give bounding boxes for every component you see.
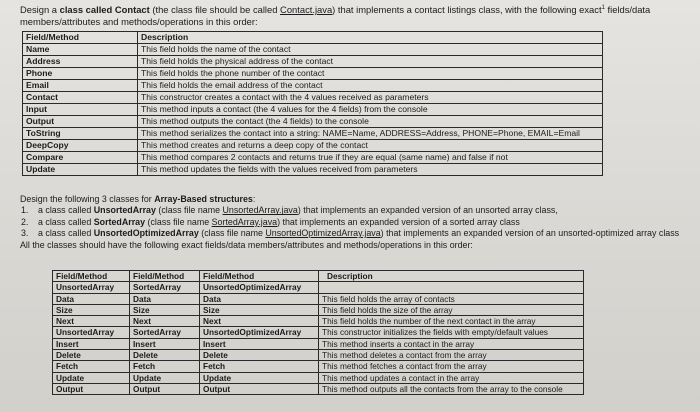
heading-text: Design the following 3 classes for — [20, 194, 155, 204]
optimized-cell: Update — [200, 372, 319, 383]
sorted-cell: Output — [130, 383, 200, 394]
unsorted-cell: Next — [53, 316, 130, 327]
table-row — [53, 327, 584, 338]
intro-class-name: class called Contact — [59, 4, 150, 16]
field-name-cell: Phone — [23, 68, 138, 80]
sorted-cell: Update — [130, 372, 200, 383]
column-header: Field/Method — [200, 271, 319, 282]
class-subheader: UnsortedOptimizedArray — [200, 282, 319, 293]
item-class-name: UnsortedArray — [93, 205, 156, 216]
item-text: a class called — [38, 228, 94, 239]
unsorted-cell: Size — [53, 304, 130, 315]
empty-cell — [319, 282, 584, 293]
intro-text-1: Design a — [20, 4, 60, 16]
list-number: 3. — [21, 228, 29, 239]
optimized-cell: Data — [200, 293, 319, 304]
field-name-cell: Input — [23, 104, 138, 116]
unsorted-cell: Delete — [53, 350, 130, 361]
contact-fields-table — [22, 31, 603, 176]
description-cell: This method fetches a contact from the array — [319, 361, 584, 372]
table-row — [23, 140, 603, 152]
table-row — [23, 104, 603, 116]
table-header-row — [53, 271, 584, 282]
intro-footnote-mark: 1 — [601, 5, 605, 11]
optimized-cell: UnsortedOptimizedArray — [200, 327, 319, 338]
heading-colon: : — [252, 194, 256, 204]
sorted-cell: SortedArray — [130, 327, 200, 338]
description-cell: This method updates a contact in the array — [319, 372, 584, 383]
section-heading — [20, 194, 685, 205]
description-cell: This method deletes a contact from the array — [319, 350, 584, 361]
item-file-name: UnsortedOptimizedArray.java — [265, 228, 381, 239]
description-cell: This field holds the number of the next contact in the array — [319, 316, 584, 327]
table-row — [53, 361, 584, 372]
array-methods-table — [52, 270, 584, 395]
table-row — [53, 350, 584, 361]
optimized-cell: Size — [200, 304, 319, 315]
table-row — [23, 152, 603, 164]
sorted-cell: Delete — [130, 350, 200, 361]
sorted-cell: Next — [130, 316, 200, 327]
list-number: 2. — [21, 216, 29, 227]
array-classes-section — [20, 194, 685, 251]
table-row — [53, 293, 584, 304]
table-header-row — [23, 32, 603, 44]
column-header: Field/Method — [23, 32, 138, 44]
intro-line-2: members/attributes and methods/operations in this order: — [20, 16, 258, 28]
description-cell: This method outputs all the contacts from the array to the console — [319, 383, 584, 394]
field-name-cell: Contact — [23, 92, 138, 104]
table-row — [23, 164, 603, 176]
unsorted-cell: UnsortedArray — [53, 327, 130, 338]
unsorted-cell: Output — [53, 383, 130, 394]
sorted-cell: Fetch — [130, 361, 200, 372]
description-cell: This field holds the physical address of the contact — [138, 56, 603, 68]
item-file-name: UnsortedArray.java — [222, 205, 298, 216]
list-number: 1. — [21, 205, 29, 216]
list-item — [21, 205, 685, 216]
description-cell: This method compares 2 contacts and returns true if they are equal (same name) and false if not — [138, 152, 603, 164]
item-text: ) that implements an expanded version of a sorted array class — [277, 216, 520, 227]
class-subheader: SortedArray — [130, 282, 200, 293]
field-name-cell: Email — [23, 80, 138, 92]
table-row — [23, 80, 603, 92]
list-item — [21, 216, 685, 228]
intro-file-name: Contact.java — [280, 4, 333, 16]
item-class-name: UnsortedOptimizedArray — [93, 228, 199, 239]
table-row — [53, 383, 584, 394]
item-text: a class called — [38, 205, 94, 216]
field-name-cell: Compare — [23, 152, 138, 164]
all-classes-line: All the classes should have the following exact fields/data members/attributes and methods/operations in this order: — [20, 239, 473, 250]
class-subheader: UnsortedArray — [53, 282, 130, 293]
optimized-cell: Next — [200, 316, 319, 327]
item-text: ) that implements an expanded version of an unsorted array class, — [297, 205, 558, 216]
column-header: Description — [138, 32, 603, 44]
unsorted-cell: Data — [53, 293, 130, 304]
item-text: (class file name — [155, 205, 223, 216]
description-cell: This method inserts a contact in the array — [319, 338, 584, 349]
unsorted-cell: Insert — [53, 338, 130, 349]
column-header: Description — [319, 271, 584, 282]
description-cell: This method serializes the contact into a string: NAME=Name, ADDRESS=Address, PHONE=Phone, EMAIL=Email — [138, 128, 603, 140]
description-cell: This method creates and returns a deep copy of the contact — [138, 140, 603, 152]
optimized-cell: Delete — [200, 350, 319, 361]
table-row — [53, 304, 584, 315]
intro-text-5: ) that implements a contact listings class, with the following exact — [332, 4, 602, 16]
field-name-cell: DeepCopy — [23, 140, 138, 152]
table-row — [23, 128, 603, 140]
description-cell: This constructor initializes the fields with empty/default values — [319, 327, 584, 338]
description-cell: This method inputs a contact (the 4 values for the 4 fields) from the console — [138, 104, 603, 116]
optimized-cell: Output — [200, 383, 319, 394]
table-row — [23, 116, 603, 128]
field-name-cell: Output — [23, 116, 138, 128]
unsorted-cell: Fetch — [53, 361, 130, 372]
table-subheader-row — [53, 282, 584, 293]
column-header: Field/Method — [53, 271, 130, 282]
item-file-name: SortedArray.java — [211, 216, 278, 227]
table-row — [53, 338, 584, 349]
description-cell: This field holds the name of the contact — [138, 44, 603, 56]
sorted-cell: Data — [130, 293, 200, 304]
intro-paragraph — [20, 2, 690, 28]
table-row — [23, 92, 603, 104]
list-item — [21, 228, 685, 239]
class-list — [20, 205, 685, 239]
item-class-name: SortedArray — [93, 216, 146, 227]
description-cell: This field holds the size of the array — [319, 304, 584, 315]
heading-bold: Array-Based structures — [154, 194, 253, 204]
item-text: a class called — [38, 216, 94, 227]
table-row — [23, 44, 603, 56]
unsorted-cell: Update — [53, 372, 130, 383]
item-text: (class file name — [145, 216, 212, 227]
table-row — [53, 316, 584, 327]
optimized-cell: Insert — [200, 338, 319, 349]
field-name-cell: Update — [23, 164, 138, 176]
field-name-cell: Address — [23, 56, 138, 68]
table-row — [53, 372, 584, 383]
description-cell: This method outputs the contact (the 4 fields) to the console — [138, 116, 603, 128]
description-cell: This field holds the array of contacts — [319, 293, 584, 304]
field-name-cell: ToString — [23, 128, 138, 140]
optimized-cell: Fetch — [200, 361, 319, 372]
intro-text-6: fields/data — [604, 4, 651, 16]
sorted-cell: Insert — [130, 338, 200, 349]
description-cell: This method updates the fields with the values received from parameters — [138, 164, 603, 176]
description-cell: This constructor creates a contact with the 4 values received as parameters — [138, 92, 603, 104]
table-row — [23, 68, 603, 80]
column-header: Field/Method — [130, 271, 200, 282]
field-name-cell: Name — [23, 44, 138, 56]
table-row — [23, 56, 603, 68]
item-text: (class file name — [198, 228, 266, 239]
description-cell: This field holds the email address of the contact — [138, 80, 603, 92]
sorted-cell: Size — [130, 304, 200, 315]
description-cell: This field holds the phone number of the contact — [138, 68, 603, 80]
item-text: ) that implements an expanded version of an unsorted-optimized array class — [380, 228, 680, 239]
intro-text-3: (the class file should be called — [149, 4, 281, 16]
